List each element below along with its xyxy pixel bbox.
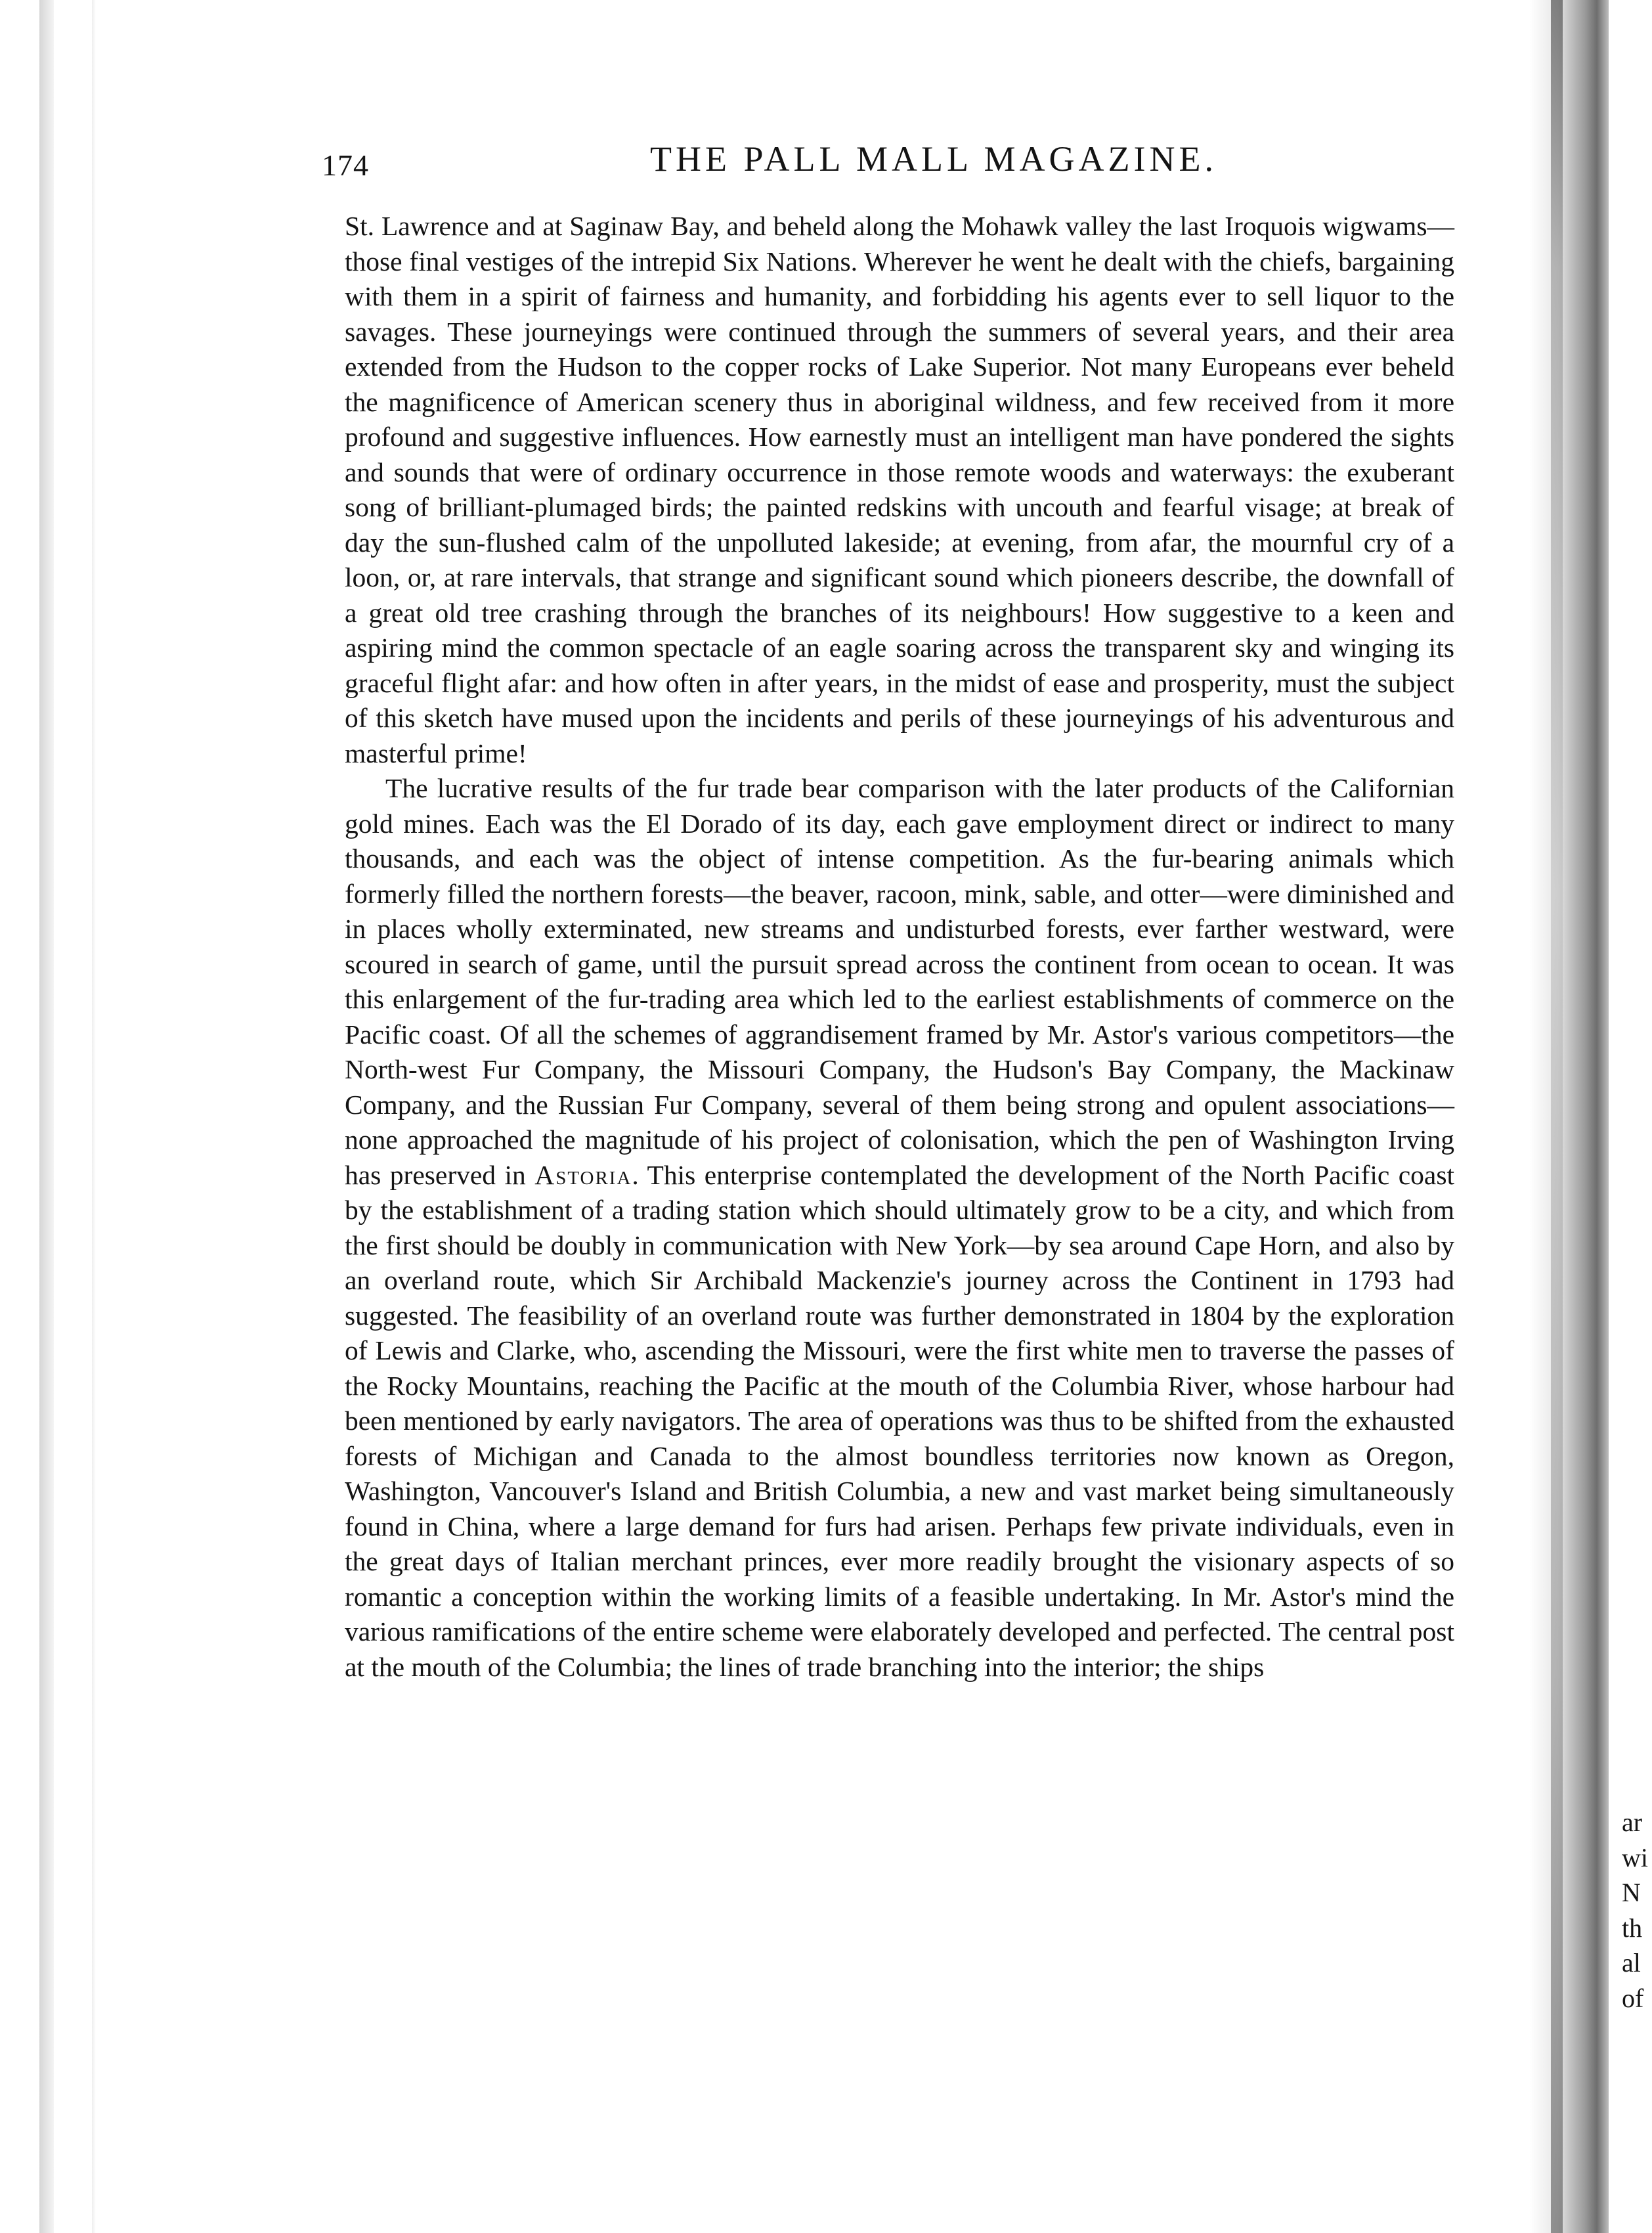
facing-fragment: al <box>1622 1948 1641 1978</box>
article-body <box>345 209 1454 1685</box>
binding-spine <box>1551 0 1563 2233</box>
running-title: THE PALL MALL MAGAZINE. <box>650 139 1217 179</box>
left-gutter-shadow <box>39 0 54 2233</box>
paragraph-2 <box>345 771 1454 1685</box>
facing-fragment: ar <box>1622 1807 1643 1837</box>
facing-fragment: of <box>1622 1983 1644 2013</box>
paragraph-2-text-a: The lucrative results of the fur trade bear comparison with the later products of the Californian gold mines. Each was the El Dorado of its day, each gave employment direct or indirect to many thousands, and each was the object of intense competition. As the fur-bearing animals which formerly filled the northern forests—the beaver, racoon, mink, sable, and otter—were diminished and in places wholly exterminated, new streams and undisturbed forests, ever farther westward, were scoured in search of game, until the pursuit spread across the continent from ocean to ocean. It was this enlargement of the fur-trading area which led to the earliest establishments of commerce on the Pacific coast. Of all the schemes of aggrandisement framed by Mr. Astor's various competitors—the North-west Fur Company, the Missouri Company, the Hudson's Bay Company, the Mackinaw Company, and the Russian Fur Company, several of them being strong and opulent associations—none approached the magnitude of his project of colonisation, which the pen of Washington Irving has preserved in <box>345 773 1454 1190</box>
paragraph-1: St. Lawrence and at Saginaw Bay, and beheld along the Mohawk valley the last Iroquois wigwams—those final vestiges of the intrepid Six Nations. Wherever he went he dealt with the chiefs, bargaining with them in a spirit of fairness and humanity, and forbidding his agents ever to sell liquor to the savages. These journeyings were continued through the summers of several years, and their area extended from the Hudson to the copper rocks of Lake Superior. Not many Europeans ever beheld the magnificence of American scenery thus in aboriginal wildness, and few received from it more profound and suggestive influences. How earnestly must an intelligent man have pondered the sights and sounds that were of ordinary occurrence in those remote woods and waterways: the exuberant song of brilliant-plumaged birds; the painted redskins with uncouth and fearful visage; at break of day the sun-flushed calm of the unpolluted lakeside; at evening, from afar, the mournful cry of a loon, or, at rare intervals, that strange and significant sound which pioneers describe, the downfall of a great old tree crashing through the branches of its neighbours! How suggestive to a keen and aspiring mind the common spectacle of an eagle soaring across the transparent sky and winging its graceful flight afar: and how often in after years, in the midst of ease and prosperity, must the subject of this sketch have mused upon the incidents and perils of these journeyings of his adventurous and masterful prime! <box>345 211 1454 768</box>
page-number: 174 <box>322 148 369 182</box>
facing-fragment: N <box>1622 1878 1641 1907</box>
facing-fragment: wi <box>1622 1842 1648 1872</box>
binding-shadow <box>1530 0 1609 2233</box>
facing-page-bleed <box>1622 1805 1652 2016</box>
paragraph-2-text-b: . This enterprise contemplated the development of the North Pacific coast by the establishment of a trading station which should ultimately grow to be a city, and which from the first should be doubly in communication with New York—by sea around Cape Horn, and also by an overland route, which Sir Archibald Mackenzie's journey across the Continent in 1793 had suggested. The feasibility of an overland route was further demonstrated in 1804 by the exploration of Lewis and Clarke, who, ascending the Missouri, were the first white men to traverse the passes of the Rocky Mountains, reaching the Pacific at the mouth of the Columbia River, whose harbour had been mentioned by early navigators. The area of operations was thus to be shifted from the exhausted forests of Michigan and Canada to the almost boundless territories now known as Oregon, Washington, Vancouver's Island and British Columbia, a new and vast market being simultaneously found in China, where a large demand for furs had arisen. Perhaps few private individuals, even in the great days of Italian merchant princes, ever more readily brought the visionary aspects of so romantic a conception within the working limits of a feasible undertaking. In Mr. Astor's mind the various ramifications of the entire scheme were elaborately developed and perfected. The central post at the mouth of the Columbia; the lines of trade branching into the interior; the ships <box>345 1159 1454 1682</box>
left-page-edge <box>92 0 96 2233</box>
book-title-astoria: Astoria <box>534 1159 632 1190</box>
facing-fragment: th <box>1622 1912 1643 1943</box>
running-header <box>322 135 1556 194</box>
